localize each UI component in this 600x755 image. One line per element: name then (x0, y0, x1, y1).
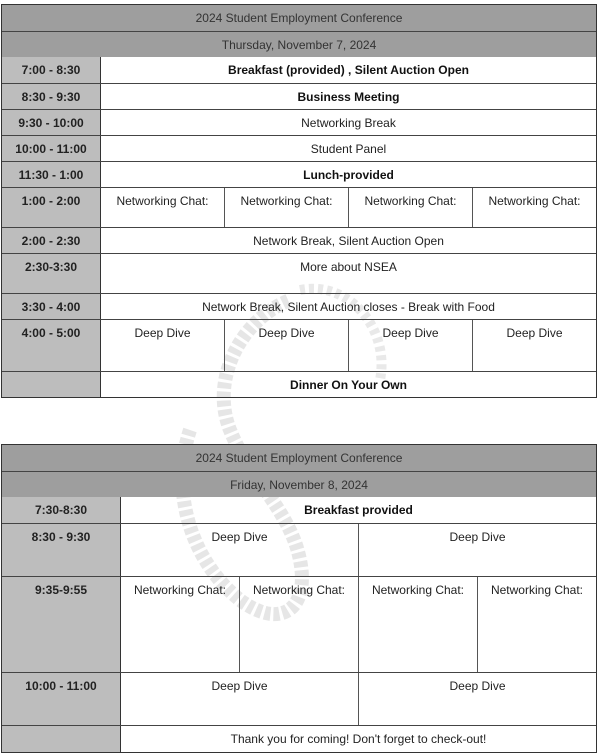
session-cell: Deep Dive (224, 320, 348, 371)
time-slot: 10:00 - 11:00 (2, 136, 101, 161)
session-cell: Networking Chat: (472, 188, 596, 227)
session-cell: More about NSEA (300, 260, 397, 274)
conference-title: 2024 Student Employment Conference (195, 451, 403, 465)
schedule-row (2, 672, 596, 725)
schedule-row (2, 293, 596, 319)
day-date: Friday, November 8, 2024 (230, 477, 368, 492)
time-slot: 4:00 - 5:00 (2, 320, 101, 371)
friday-schedule-table (1, 444, 597, 753)
session-cell: Lunch-provided (303, 168, 394, 182)
session-cell: Breakfast provided (304, 503, 413, 517)
time-slot: 7:00 - 8:30 (2, 57, 101, 83)
schedule-row (2, 227, 596, 253)
session-cell: Networking Chat: (239, 577, 358, 672)
schedule-row (2, 135, 596, 161)
session-cell: Thank you for coming! Don't forget to check-out! (230, 732, 487, 746)
session-cell: Networking Chat: (224, 188, 348, 227)
session-cell: Network Break, Silent Auction Open (253, 234, 444, 248)
conference-title-row (2, 445, 596, 471)
schedule-row (2, 57, 596, 83)
date-row (2, 471, 596, 497)
time-slot: 7:30-8:30 (2, 497, 121, 523)
time-slot: 9:30 - 10:00 (2, 110, 101, 135)
session-cell: Deep Dive (358, 524, 596, 576)
time-slot: 8:30 - 9:30 (2, 84, 101, 109)
schedule-row (2, 253, 596, 293)
session-cell: Dinner On Your Own (290, 378, 407, 392)
session-cell: Deep Dive (358, 673, 596, 725)
time-slot (2, 372, 101, 397)
session-cell: Networking Chat: (133, 583, 227, 597)
time-slot: 2:00 - 2:30 (2, 228, 101, 253)
time-slot: 2:30-3:30 (2, 254, 101, 293)
schedule-row (2, 371, 596, 397)
schedule-row (2, 161, 596, 187)
time-slot: 1:00 - 2:00 (2, 188, 101, 227)
session-cell: Networking Chat: (358, 577, 477, 672)
session-cell: Networking Chat: (348, 188, 472, 227)
session-cell: Breakfast (provided) , Silent Auction Open (228, 63, 469, 77)
session-cell: Network Break, Silent Auction closes - Break with Food (202, 300, 495, 314)
conference-title-row (2, 5, 596, 31)
schedule-row (2, 83, 596, 109)
schedule-row (2, 523, 596, 576)
time-slot: 11:30 - 1:00 (2, 162, 101, 187)
session-cell: Deep Dive (211, 530, 268, 544)
session-cell: Deep Dive (134, 326, 191, 340)
day-date: Thursday, November 7, 2024 (221, 37, 377, 52)
session-cell: Business Meeting (297, 90, 400, 104)
session-cell: Networking Chat: (477, 577, 596, 672)
schedule-row (2, 319, 596, 371)
date-row (2, 31, 596, 57)
thursday-schedule-table (1, 4, 597, 398)
time-slot: 10:00 - 11:00 (2, 673, 121, 725)
time-slot: 3:30 - 4:00 (2, 294, 101, 319)
time-slot (2, 726, 121, 752)
schedule-row (2, 497, 596, 523)
session-cell: Deep Dive (211, 679, 268, 693)
conference-title: 2024 Student Employment Conference (195, 11, 403, 25)
schedule-row (2, 187, 596, 227)
session-cell: Deep Dive (348, 320, 472, 371)
schedule-row (2, 725, 596, 752)
schedule-row (2, 576, 596, 672)
schedule-row (2, 109, 596, 135)
session-cell: Deep Dive (472, 320, 596, 371)
time-slot: 9:35-9:55 (2, 577, 121, 672)
session-cell: Networking Chat: (116, 194, 209, 208)
time-slot: 8:30 - 9:30 (2, 524, 121, 576)
session-cell: Student Panel (310, 142, 387, 156)
session-cell: Networking Break (301, 116, 396, 130)
